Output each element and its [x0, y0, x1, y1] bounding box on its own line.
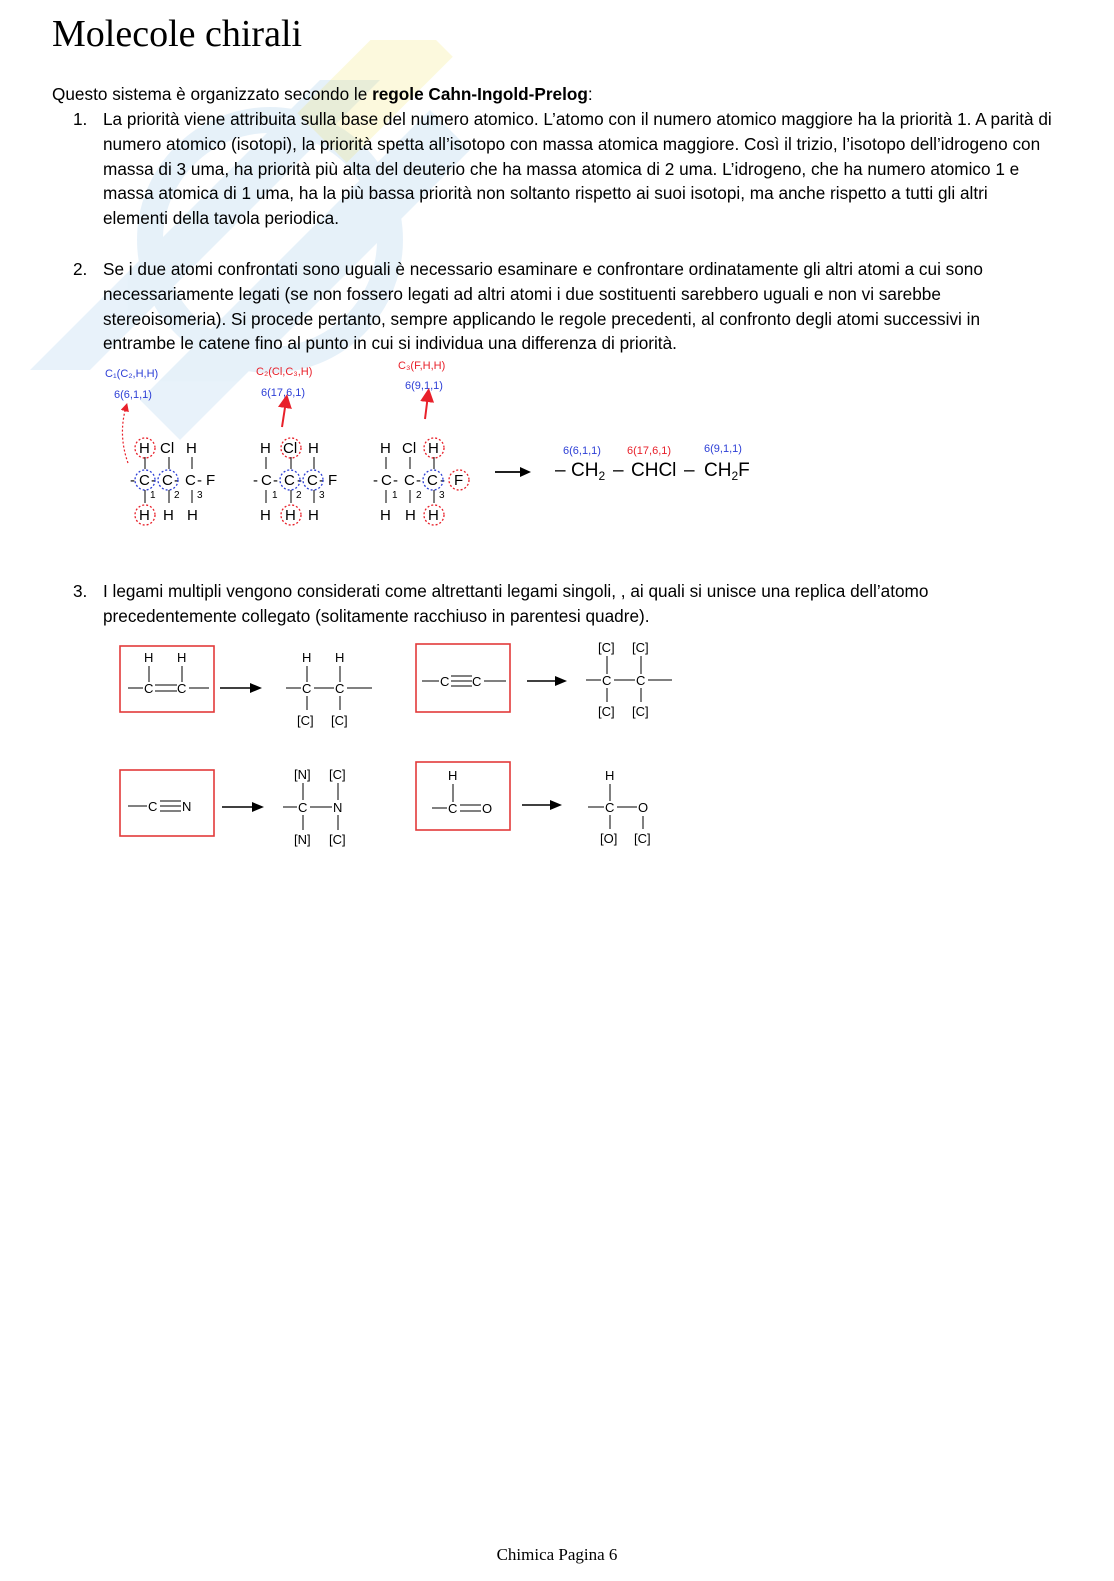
svg-text:2: 2	[416, 490, 422, 501]
double-bond-cc-expanded	[286, 650, 372, 728]
svg-text:H: H	[448, 768, 458, 783]
svg-text:H: H	[139, 440, 150, 457]
svg-text:H: H	[380, 440, 391, 457]
svg-text:C: C	[472, 674, 482, 689]
svg-text:[C]: [C]	[598, 704, 615, 719]
svg-text:H: H	[163, 507, 174, 524]
svg-text:N: N	[333, 800, 343, 815]
svg-text:H: H	[405, 507, 416, 524]
list-item-1	[73, 107, 1053, 231]
svg-text:-: -	[151, 472, 156, 489]
svg-text:[C]: [C]	[297, 713, 314, 728]
svg-text:N: N	[182, 799, 192, 814]
triple-bond-cc-expanded	[586, 640, 672, 719]
svg-text:C: C	[162, 472, 173, 489]
svg-text:C: C	[602, 673, 612, 688]
svg-text:6(6,1,1): 6(6,1,1)	[563, 445, 601, 457]
svg-text:C: C	[335, 681, 345, 696]
svg-text:F: F	[328, 472, 338, 489]
triple-bond-cn	[120, 770, 214, 836]
svg-text:C: C	[185, 472, 196, 489]
svg-text:C: C	[404, 472, 415, 489]
svg-text:H: H	[308, 440, 319, 457]
svg-text:-: -	[197, 472, 202, 489]
svg-text:[C]: [C]	[634, 831, 651, 846]
svg-text:3: 3	[319, 490, 325, 501]
svg-text:C: C	[139, 472, 150, 489]
svg-text:H: H	[186, 440, 197, 457]
svg-text:1: 1	[392, 490, 398, 501]
svg-text:[C]: [C]	[331, 713, 348, 728]
page-title: Molecole chirali	[52, 13, 303, 55]
svg-text:C: C	[605, 800, 615, 815]
svg-text:[C]: [C]	[632, 640, 649, 655]
svg-text:H: H	[308, 507, 319, 524]
svg-text:-: -	[373, 472, 378, 489]
svg-text:C: C	[440, 674, 450, 689]
svg-text:[N]: [N]	[294, 832, 311, 847]
svg-text:O: O	[638, 800, 649, 815]
molecule-3	[373, 438, 469, 525]
svg-text:C: C	[177, 681, 187, 696]
svg-text:[C]: [C]	[632, 704, 649, 719]
svg-text:-: -	[297, 472, 302, 489]
svg-text:C: C	[284, 472, 295, 489]
svg-text:– CH2 –: – $CH_2$ – CHCl – $CH_2F$	[555, 460, 750, 483]
svg-text:Cl: Cl	[402, 440, 417, 457]
svg-text:C: C	[307, 472, 318, 489]
svg-text:H: H	[260, 507, 271, 524]
svg-text:-: -	[174, 472, 179, 489]
svg-text:C: C	[636, 673, 646, 688]
svg-text:2: 2	[296, 490, 302, 501]
svg-text:H: H	[302, 650, 312, 665]
svg-text:[O]: [O]	[600, 831, 618, 846]
double-bond-cc	[120, 646, 214, 712]
molecule-2	[253, 438, 337, 525]
svg-text:[C]: [C]	[329, 832, 346, 847]
svg-text:-: -	[319, 472, 324, 489]
annotation-c3-priority: 6(9,1,1)	[405, 380, 443, 392]
list-number: 3.	[73, 581, 88, 601]
annotation-c1-priority: 6(6,1,1)	[114, 389, 152, 401]
list-item-text: La priorità viene attribuita sulla base del numero atomico. L’atomo con il numero atomico maggiore ha la priorità 1. A parità di numero atomico (isotopi), la priorità spetta all’isotopo con massa atomica maggiore. Così il trizio, l’isotopo dell’idrogeno con massa di 3 uma, ha priorità più alta del deuterio che ha massa atomica di 2 uma. L’idrogeno, che ha numero atomico 1 e massa atomica di 1 uma, ha la più bassa priorità non soltanto rispetto ai suoi isotopi, ma anche rispetto a tutti gli altri elementi della tavola periodica.	[103, 109, 1052, 229]
svg-text:H: H	[605, 768, 615, 783]
list-number: 2.	[73, 259, 88, 279]
svg-text:C: C	[144, 681, 154, 696]
annotation-c3: C₃(F,H,H)	[398, 360, 446, 372]
page-footer: Chimica Pagina 6	[496, 1545, 618, 1564]
svg-text:O: O	[482, 801, 493, 816]
list-item-3	[73, 579, 1053, 629]
svg-text:6(9,1,1): 6(9,1,1)	[704, 443, 742, 455]
svg-text:-: -	[130, 472, 135, 489]
svg-text:F: F	[454, 472, 464, 489]
svg-text:H: H	[380, 507, 391, 524]
svg-text:2: 2	[174, 490, 180, 501]
svg-text:H: H	[187, 507, 198, 524]
annotation-c2: C₂(Cl,C₃,H)	[256, 366, 313, 378]
triple-bond-cn-expanded	[283, 767, 346, 847]
list-number: 1.	[73, 109, 88, 129]
triple-bond-cc	[416, 644, 510, 712]
svg-text:3: 3	[197, 490, 203, 501]
intro-paragraph: Questo sistema è organizzato secondo le regole Cahn-Ingold-Prelog:	[52, 84, 593, 104]
svg-text:C: C	[302, 681, 312, 696]
priority-comparison-diagram	[0, 355, 800, 535]
svg-text:Cl: Cl	[160, 440, 175, 457]
svg-text:-: -	[393, 472, 398, 489]
double-bond-co-expanded	[588, 768, 651, 846]
svg-text:H: H	[139, 507, 150, 524]
cip-rules-name: regole Cahn-Ingold-Prelog	[372, 84, 588, 104]
svg-text:3: 3	[439, 490, 445, 501]
svg-text:C: C	[448, 801, 458, 816]
multiple-bonds-diagram	[0, 630, 700, 860]
svg-text:H: H	[285, 507, 296, 524]
svg-text:1: 1	[272, 490, 278, 501]
double-bond-co	[416, 762, 510, 830]
svg-text:H: H	[428, 507, 439, 524]
annotation-c2-priority: 6(17,6,1)	[261, 387, 306, 399]
svg-text:C: C	[261, 472, 272, 489]
svg-text:[C]: [C]	[329, 767, 346, 782]
svg-text:H: H	[144, 650, 154, 665]
result-chain	[555, 443, 750, 485]
svg-text:F: F	[206, 472, 216, 489]
list-item-text: I legami multipli vengono considerati come altrettanti legami singoli, , ai quali si unisce una replica dell’atomo precedentemente collegato (solitamente racchiuso in parentesi quadre).	[103, 581, 929, 626]
svg-text:[N]: [N]	[294, 767, 311, 782]
svg-text:H: H	[428, 440, 439, 457]
svg-text:C: C	[298, 800, 308, 815]
svg-text:[C]: [C]	[598, 640, 615, 655]
svg-text:H: H	[177, 650, 187, 665]
svg-text:-: -	[253, 472, 258, 489]
svg-text:-: -	[416, 472, 421, 489]
list-item-text: Se i due atomi confrontati sono uguali è necessario esaminare e confrontare ordinatamente gli altri atomi a cui sono necessariamente legati (se non fossero legati ad altri atomi i due sostituenti sarebbero uguali e non vi sarebbe stereoisomeria). Si procede pertanto, sempre applicando le regole precedenti, al confronto degli atomi successivi in entrambe le catene fino al punto in cui si individua una differenza di priorità.	[103, 259, 983, 354]
svg-text:H: H	[335, 650, 345, 665]
svg-text:C: C	[148, 799, 158, 814]
svg-text:C: C	[381, 472, 392, 489]
svg-text:-: -	[273, 472, 278, 489]
svg-text:H: H	[260, 440, 271, 457]
svg-text:6(17,6,1): 6(17,6,1)	[627, 445, 672, 457]
svg-text:-: -	[440, 472, 445, 489]
svg-text:C: C	[427, 472, 438, 489]
svg-text:Cl: Cl	[283, 440, 298, 457]
molecule-1	[130, 438, 215, 525]
list-item-2	[73, 257, 1053, 356]
svg-text:1: 1	[150, 490, 156, 501]
annotation-c1: C₁(C₂,H,H)	[105, 368, 159, 380]
